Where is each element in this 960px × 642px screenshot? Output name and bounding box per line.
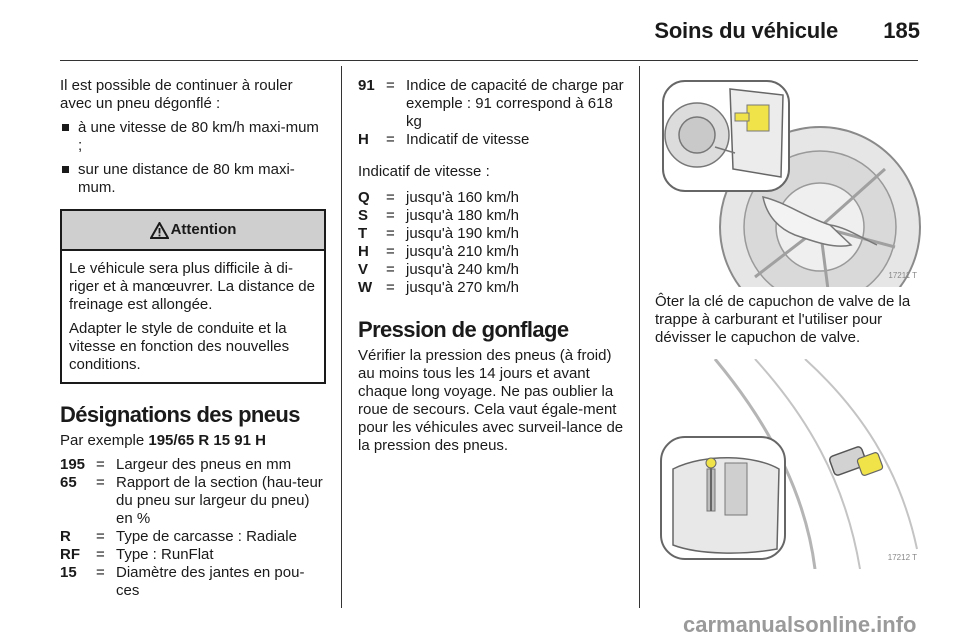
- speed-sep: =: [386, 225, 395, 242]
- definition-row: [60, 456, 326, 474]
- definition-sep: =: [386, 131, 395, 148]
- section-title-tire-designations: Désignations des pneus: [60, 402, 300, 427]
- watermark[interactable]: carmanualsonline.info: [683, 612, 917, 637]
- valve-cap-illustration: [655, 359, 921, 569]
- bullet-item: sur une distance de 80 km maxi-mum.: [60, 161, 326, 197]
- definition-row: [60, 564, 326, 600]
- attention-header: [62, 211, 324, 251]
- speed-key: T: [358, 225, 368, 242]
- figure-valve-cap: [655, 359, 921, 569]
- speed-key: W: [358, 279, 373, 296]
- speed-key: S: [358, 207, 369, 224]
- definition-value: Indicatif de vitesse: [406, 131, 530, 148]
- definition-row: [60, 546, 326, 564]
- definition-value: Largeur des pneus en mm: [116, 456, 292, 473]
- example-prefix: Par exemple: [60, 432, 149, 449]
- intro-text: Il est possible de continuer à rouler avec un pneu dégonflé :: [60, 77, 293, 112]
- speed-key: V: [358, 261, 369, 278]
- definition-value: Rapport de la section (hau-teur du pneu sur largeur du pneu) en %: [116, 474, 323, 527]
- definition-key: 65: [60, 474, 77, 491]
- speed-sep: =: [386, 243, 395, 260]
- speed-value: jusqu'à 160 km/h: [406, 189, 519, 206]
- definition-key: 15: [60, 564, 77, 581]
- example-code: 195/65 R 15 91 H: [148, 432, 266, 449]
- page-number: 185: [883, 18, 920, 43]
- bullet-item: à une vitesse de 80 km/h maxi-mum ;: [60, 119, 326, 155]
- speed-sep: =: [386, 189, 395, 206]
- speed-row: [358, 243, 628, 261]
- column-divider-1: [341, 66, 342, 608]
- definition-row: [60, 474, 326, 528]
- speed-value: jusqu'à 240 km/h: [406, 261, 519, 278]
- definition-row: [60, 528, 326, 546]
- column-middle: [358, 77, 628, 455]
- definition-row: [358, 77, 628, 131]
- warning-triangle-icon: [150, 222, 169, 239]
- speed-key: H: [358, 243, 369, 260]
- definition-value: Diamètre des jantes en pou-ces: [116, 564, 305, 599]
- header-divider: [60, 60, 918, 61]
- attention-paragraph: Adapter le style de conduite et la vitesse en fonction des nouvelles conditions.: [69, 320, 290, 373]
- definition-sep: =: [96, 528, 105, 545]
- speed-sep: =: [386, 261, 395, 278]
- fuel-flap-illustration: [655, 77, 921, 287]
- attention-body: [62, 251, 324, 382]
- definition-key: R: [60, 528, 71, 545]
- speed-value: jusqu'à 190 km/h: [406, 225, 519, 242]
- definition-value: Type de carcasse : Radiale: [116, 528, 297, 545]
- speed-key: Q: [358, 189, 370, 206]
- section-title-pressure: Pression de gonflage: [358, 317, 569, 342]
- figure-caption: Ôter la clé de capuchon de valve de la trappe à carburant et l'utiliser pour dévisser le capuchon de valve.: [655, 293, 911, 346]
- speed-row: [358, 225, 628, 243]
- header-title: Soins du véhicule: [654, 18, 838, 43]
- definition-sep: =: [386, 77, 395, 94]
- speed-row: [358, 279, 628, 297]
- speed-row: [358, 261, 628, 279]
- column-divider-2: [639, 66, 640, 608]
- definition-sep: =: [96, 546, 105, 563]
- speed-sep: =: [386, 207, 395, 224]
- column-right: [655, 77, 921, 569]
- definition-row: [358, 131, 628, 149]
- definition-value: Indice de capacité de charge par exemple : 91 correspond à 618 kg: [406, 77, 624, 130]
- definition-key: 91: [358, 77, 375, 94]
- attention-box: [60, 209, 326, 384]
- column-left: [60, 77, 326, 600]
- figure-code: 17212 T: [887, 553, 917, 562]
- example-line: [60, 432, 326, 450]
- figure-fuel-flap-valve-key: [655, 77, 921, 287]
- definition-key: 195: [60, 456, 86, 473]
- speed-sep: =: [386, 279, 395, 296]
- definition-sep: =: [96, 474, 105, 491]
- attention-title: Attention: [170, 221, 237, 238]
- definition-value: Type : RunFlat: [116, 546, 214, 563]
- definition-sep: =: [96, 456, 105, 473]
- bullet-list: [60, 119, 326, 197]
- speed-row: [358, 189, 628, 207]
- speed-row: [358, 207, 628, 225]
- attention-paragraph: Le véhicule sera plus difficile à di-riger et à manœuvrer. La distance de freinage est allongée.: [69, 260, 315, 313]
- definition-sep: =: [96, 564, 105, 581]
- definition-key: RF: [60, 546, 80, 563]
- pressure-text: Vérifier la pression des pneus (à froid) au moins tous les 14 jours et avant chaque long voyage. Ne pas oublier la roue de secours. Cela vaut égale-ment pour les véhicules avec surveil-lance de la pression des pneus.: [358, 347, 624, 454]
- speed-value: jusqu'à 270 km/h: [406, 279, 519, 296]
- figure-code: 17211 T: [888, 271, 917, 280]
- definition-key: H: [358, 131, 369, 148]
- speed-value: jusqu'à 180 km/h: [406, 207, 519, 224]
- speed-index-title: Indicatif de vitesse :: [358, 163, 490, 180]
- speed-value: jusqu'à 210 km/h: [406, 243, 519, 260]
